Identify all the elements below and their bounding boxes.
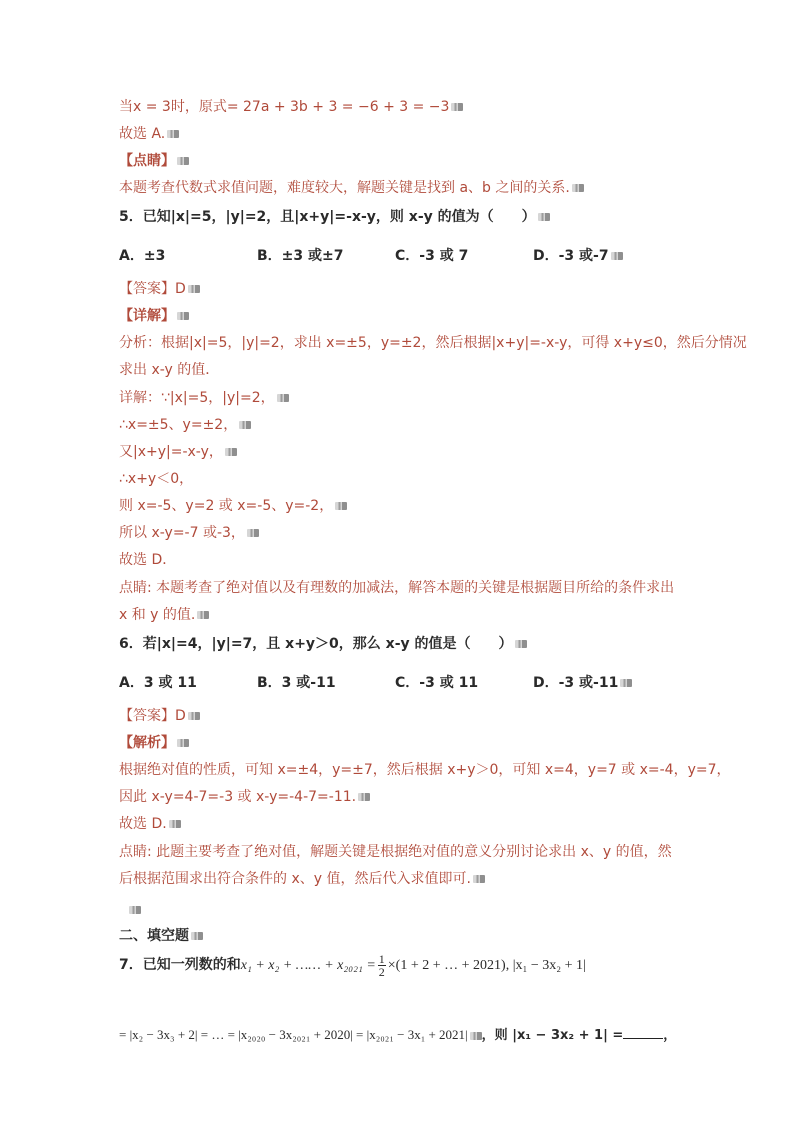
anchor-icon: [169, 820, 181, 828]
text-line: [119, 124, 179, 144]
question-text: 6．若|x|=4，|y|=7，且 x+y＞0，那么 x-y 的值是（ ）: [119, 636, 513, 652]
text-line: [119, 842, 672, 862]
anchor-icon: [473, 875, 485, 883]
question-text: 5．已知|x|=5，|y|=2，且|x+y|=-x-y，则 x-y 的值为（ ）: [119, 209, 536, 225]
line-text: 后根据范围求出符合条件的 x、y 值，然后代入求值即可.: [119, 871, 471, 887]
math-expression: x₁ + x₂ + …… + x₂₀₂₁ =: [240, 958, 376, 973]
question-7-line-2: [119, 1024, 676, 1046]
line-text: 分析：根据|x|=5，|y|=2，求出 x=±5，y=±2，然后根据|x+y|=-x-y，可得 x+y≤0，然后分情况: [119, 335, 747, 351]
line-text: 故选 A.: [119, 126, 166, 142]
text-line: [119, 333, 747, 353]
option-d-text: D．-3 或-11: [533, 675, 619, 691]
anchor-icon: [572, 184, 584, 192]
option-a: A．3 或 11: [119, 675, 197, 691]
question-ask: ，则 |x₁ − 3x₂ + 1| =: [481, 1028, 624, 1043]
option-b: B．3 或-11: [257, 675, 336, 691]
line-text: 则 x=-5、y=2 或 x=-5、y=-2，: [119, 498, 334, 514]
question-6: [119, 634, 527, 654]
line-text: 点睛: 本题考查了绝对值以及有理数的加减法，解答本题的关键是根据题目所给的条件求出: [119, 580, 675, 596]
text-line: [119, 869, 485, 889]
text-line: [119, 760, 731, 780]
anchor-icon: [515, 640, 527, 648]
q6-options: [119, 673, 679, 693]
section-heading: [119, 733, 189, 753]
text-line: [119, 523, 259, 543]
heading-text: 【点睛】: [119, 153, 175, 169]
option-d-text: D．-3 或-7: [533, 248, 609, 264]
answer-label: [119, 279, 200, 299]
line-text: 当x = 3时，原式= 27a + 3b + 3 = −6 + 3 = −3: [119, 99, 450, 115]
text-line: [119, 360, 219, 380]
anchor-icon: [177, 312, 189, 320]
anchor-icon: [177, 157, 189, 165]
line-text: 所以 x-y=-7 或-3，: [119, 525, 245, 541]
line-text: 求出 x-y 的值．: [119, 362, 220, 378]
math-expression: ×(1 + 2 + … + 2021), |x₁ − 3x₂ + 1|: [387, 958, 586, 973]
option-c: C．-3 或 7: [395, 248, 469, 264]
q5-options: [119, 246, 679, 266]
answer-blank[interactable]: [623, 1024, 663, 1039]
fraction: [378, 953, 386, 978]
text-line: [119, 550, 176, 570]
anchor-icon: [197, 611, 209, 619]
option-c: C．-3 或 11: [395, 675, 479, 691]
anchor-icon: [177, 739, 189, 747]
text-line: [119, 442, 237, 462]
answer-label: [119, 706, 200, 726]
fraction-denominator: 2: [378, 964, 385, 979]
fraction-numerator: 1: [378, 951, 385, 966]
text-line: [119, 605, 209, 625]
anchor-icon: [167, 130, 179, 138]
anchor-icon: [451, 103, 463, 111]
option-a: A．±3: [119, 248, 166, 264]
anchor-line: [127, 900, 141, 920]
text-line: [119, 388, 289, 408]
anchor-icon: [188, 285, 200, 293]
option-d: [533, 246, 623, 266]
text-line: [119, 814, 181, 834]
section-title-text: 二、填空题: [119, 928, 189, 944]
line-text: x 和 y 的值.: [119, 607, 196, 623]
anchor-icon: [620, 679, 632, 687]
anchor-icon: [239, 421, 251, 429]
anchor-icon: [538, 213, 550, 221]
question-7-line-1: [119, 952, 586, 979]
line-text: 又|x+y|=-x-y，: [119, 444, 223, 460]
anchor-icon: [188, 712, 200, 720]
option-b: B．±3 或±7: [257, 248, 344, 264]
section-heading: [119, 306, 189, 326]
text-line: [119, 415, 251, 435]
anchor-icon: [470, 1032, 482, 1040]
heading-text: 【解析】: [119, 735, 175, 751]
line-text: 故选 D．: [119, 552, 177, 568]
anchor-icon: [358, 793, 370, 801]
line-text: 本题考查代数式求值问题，难度较大，解题关键是找到 a、b 之间的关系.: [119, 180, 570, 196]
text-line: [119, 97, 463, 117]
math-expression: = |x₂ − 3x₃ + 2| = … = |x₂₀₂₀ − 3x₂₀₂₁ + 2020| = |x₂₀₂₁ − 3x₁ + 2021|: [119, 1027, 468, 1042]
text-line: [119, 496, 347, 516]
option-d: [533, 673, 632, 693]
anchor-icon: [191, 932, 203, 940]
anchor-icon: [335, 502, 347, 510]
line-text: 详解：∵|x|=5，|y|=2，: [119, 390, 275, 406]
anchor-icon: [225, 448, 237, 456]
section-title-fill-blank: [119, 926, 203, 946]
question-5: [119, 207, 550, 227]
text-line: [119, 578, 674, 598]
question-prefix: 7．已知一列数的和: [119, 957, 241, 973]
text-line: [119, 469, 193, 489]
line-text: 因此 x-y=4-7=-3 或 x-y=-4-7=-11.: [119, 789, 357, 805]
section-heading: [119, 151, 189, 171]
anchor-icon: [247, 529, 259, 537]
answer-text: 【答案】D: [119, 281, 186, 297]
text-line: [119, 787, 370, 807]
text-line: [119, 178, 584, 198]
heading-text: 【详解】: [119, 308, 175, 324]
anchor-icon: [129, 906, 141, 914]
punctuation: ，: [663, 1028, 677, 1043]
line-text: ∴x=±5、y=±2，: [119, 417, 238, 433]
anchor-icon: [611, 252, 623, 260]
answer-text: 【答案】D: [119, 708, 186, 724]
line-text: 点睛: 此题主要考查了绝对值，解题关键是根据绝对值的意义分别讨论求出 x、y 的值，然: [119, 844, 672, 860]
line-text: 根据绝对值的性质，可知 x=±4，y=±7，然后根据 x+y＞0，可知 x=4，y=7 或 x=-4，y=7，: [119, 762, 731, 778]
line-text: 故选 D.: [119, 816, 167, 832]
anchor-icon: [277, 394, 289, 402]
line-text: ∴x+y＜0，: [119, 471, 194, 487]
